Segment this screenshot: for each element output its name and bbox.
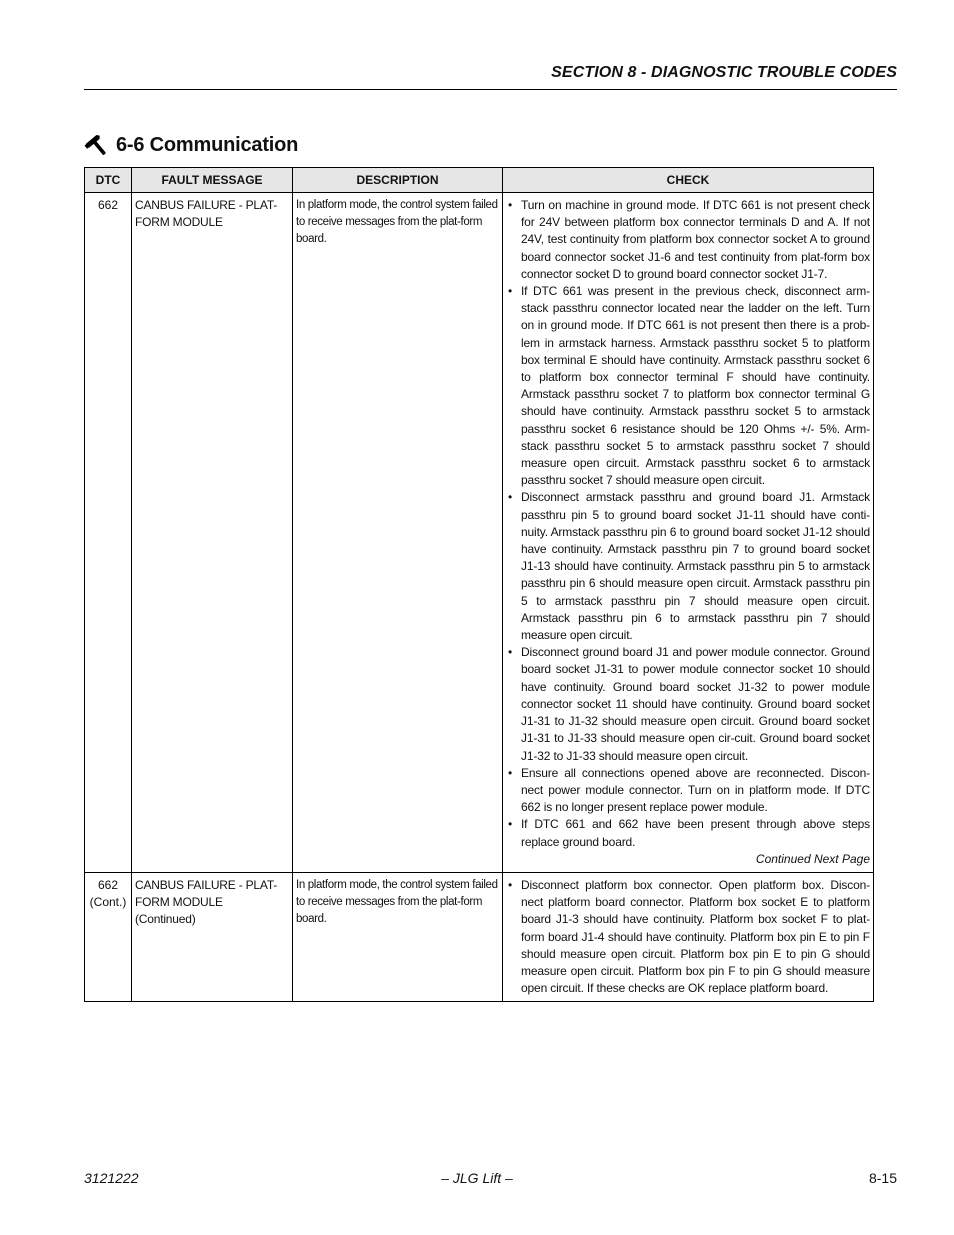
dtc-code: 662 <box>97 198 119 212</box>
dtc-code-suffix: (Cont.) <box>89 895 127 910</box>
check-cell <box>503 193 874 873</box>
check-item: • Disconnect armstack passthru and ground board J1. Armstack passthru pin 5 to ground board socket J1-11 should have conti-nuity. Armstack passthru pin 6 to ground board socket J1-12 should have continuity. Armstack passthru pin 7 to ground board socket J1-13 should have continuity. Armstack passthru pin 5 to armstack passthru pin 6 should measure open circuit. Armstack passthru pin 5 to armstack passthru pin 7 should measure open circuit. Armstack passthru pin 6 to armstack passthru pin 7 should measure open circuit. <box>506 489 870 644</box>
check-list <box>506 197 870 851</box>
hammer-icon <box>84 132 110 158</box>
fault-message: CANBUS FAILURE - PLAT-FORM MODULE <box>135 198 278 230</box>
check-list <box>506 877 870 997</box>
column-header-description: DESCRIPTION <box>293 168 503 193</box>
dtc-cell <box>85 193 132 873</box>
table-header-row <box>85 168 874 193</box>
footer-page-number: 8-15 <box>868 1170 897 1186</box>
section-title: SECTION 8 - DIAGNOSTIC TROUBLE CODES <box>551 64 897 81</box>
fault-message-cell <box>132 872 293 1001</box>
check-item: • If DTC 661 was present in the previous check, disconnect arm-stack passthru connector located near the ladder on the left. Turn on in ground mode. If DTC 661 is not present then there is a prob-lem in armstack harness. Armstack passthru socket 5 to platform box terminal E should have continuity. Armstack passthru socket 6 to platform box connector terminal F should have continuity. Armstack passthru socket 7 to platform box connector terminal G should have continuity. Armstack passthru socket 5 to armstack passthru socket 6 resistance should be 120 Ohms +/- 5%. Arm-stack passthru socket 5 to armstack passthru socket 7 should measure open circuit. Armstack passthru socket 6 to armstack passthru socket 7 should measure open circuit. <box>506 283 870 489</box>
table-row <box>85 193 874 873</box>
check-cell <box>503 872 874 1001</box>
fault-message: CANBUS FAILURE - PLAT-FORM MODULE <box>135 877 278 910</box>
footer-brand: – JLG Lift – <box>441 1170 513 1186</box>
continued-note: Continued Next Page <box>755 851 870 866</box>
column-header-check: CHECK <box>503 168 874 193</box>
dtc-table <box>84 167 874 1002</box>
description-cell: In platform mode, the control system failed to receive messages from the plat-form board. <box>293 872 503 1001</box>
fault-message-cell <box>132 193 293 873</box>
check-item: • Turn on machine in ground mode. If DTC 661 is not present check for 24V between platform box connector terminals D and A. If not 24V, test continuity from platform box connector socket A to ground board connector socket J1-6 and test continuity from plat-form box connector socket D to ground board connector socket J1-7. <box>506 197 870 283</box>
check-item: • Ensure all connections opened above are reconnected. Discon-nect power module connector. Turn on in platform mode. If DTC 662 is no longer present replace power module. <box>506 765 870 817</box>
section-heading <box>84 132 298 158</box>
check-item: • Disconnect platform box connector. Open platform box. Discon-nect platform board connector. Platform box socket E to platform board J1-3 should have continuity. Platform box socket F to plat-form board J1-4 should have continuity. Platform box pin E to pin F should measure open circuit. Platform box pin E to pin G should measure open circuit. Platform box pin F to pin G should measure open circuit. If these checks are OK replace platform board. <box>506 877 870 997</box>
check-item: • Disconnect ground board J1 and power module connector. Ground board socket J1-31 to power module connector socket 10 should have continuity. Ground board socket J1-32 to power module connector socket 11 should have continuity. Ground board socket J1-31 to J1-32 should measure open circuit. Ground board socket J1-31 to J1-33 should measure open cir-cuit. Ground board socket J1-32 to J1-33 should measure open circuit. <box>506 644 870 764</box>
section-heading-text: 6-6 Communication <box>116 133 299 156</box>
table-row <box>85 872 874 1001</box>
dtc-code: 662 <box>97 877 119 892</box>
description-cell: In platform mode, the control system failed to receive messages from the plat-form board. <box>293 193 503 873</box>
dtc-cell <box>85 872 132 1001</box>
check-item: • If DTC 661 and 662 have been present through above steps replace ground board. <box>506 816 870 850</box>
header-rule <box>84 89 897 90</box>
column-header-fault-message: FAULT MESSAGE <box>132 168 293 193</box>
column-header-dtc: DTC <box>85 168 132 193</box>
fault-message-suffix: (Continued) <box>135 912 196 927</box>
footer-doc-number: 3121222 <box>84 1170 139 1186</box>
